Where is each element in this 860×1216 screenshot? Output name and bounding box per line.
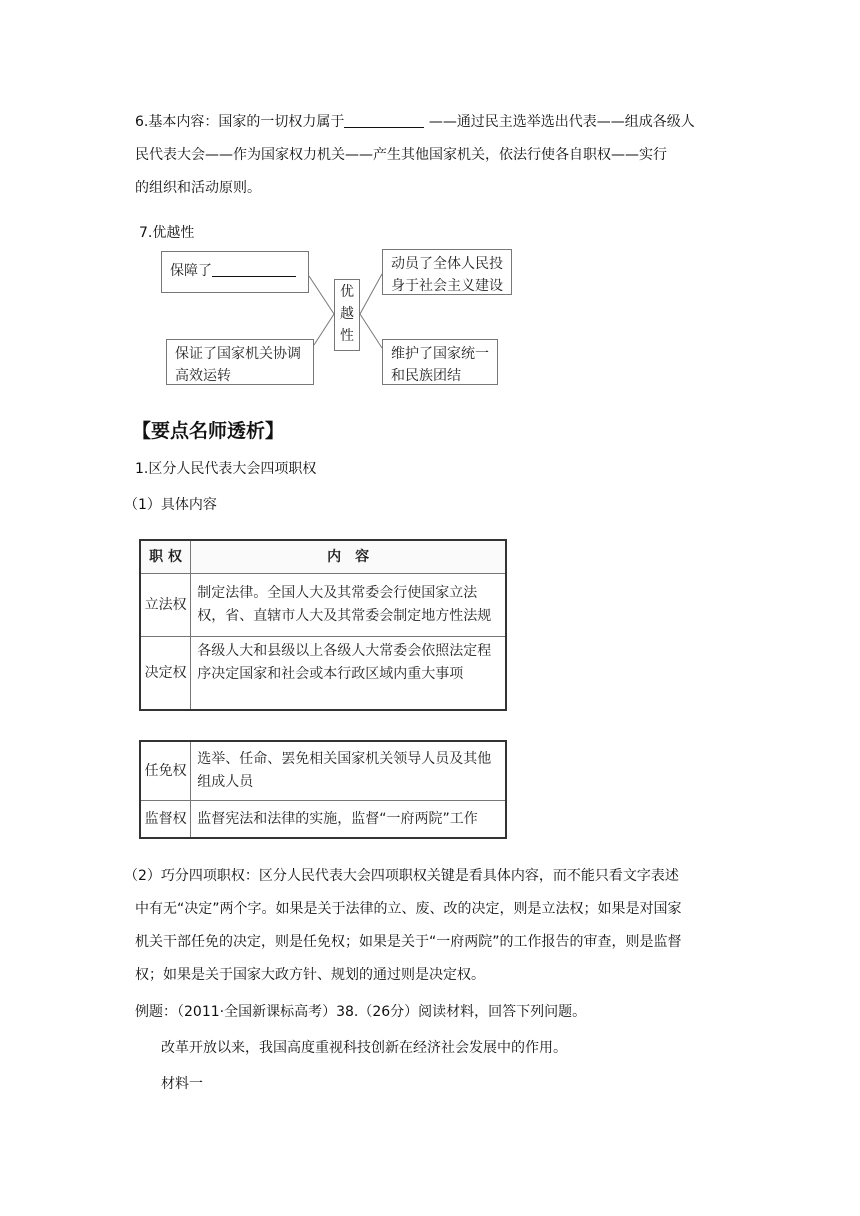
table-row: 决定权 各级人大和县级以上各级人大常委会依照法定程序决定国家和社会或本行政区域内重大事项 [140, 637, 506, 711]
table-powers-2 [139, 740, 507, 839]
box-top-right: 动员了全体人民投身于社会主义建设 [382, 249, 512, 295]
box-bottom-left: 保证了国家机关协调高效运转 [166, 339, 314, 385]
table-powers-1 [139, 539, 507, 711]
header-content: 内 容 [191, 540, 506, 574]
item6-line3: 的组织和活动原则。 [135, 180, 261, 196]
paragraph-intro: 改革开放以来，我国高度重视科技创新在经济社会发展中的作用。 [161, 1040, 567, 1056]
item7-title: 7.优越性 [139, 225, 195, 241]
point1-title: 1.区分人民代表大会四项职权 [135, 461, 317, 477]
box-bottom-right: 维护了国家统一和民族团结 [382, 339, 498, 385]
table-row: 立法权 制定法律。全国人大及其常委会行使国家立法权，省、直辖市人大及其常委会制定地方性法规 [140, 574, 506, 637]
material-one-label: 材料一 [161, 1076, 203, 1092]
center-box: 优 越 性 [334, 279, 360, 351]
section-heading: 【要点名师透析】 [132, 420, 285, 442]
item6-line2: 民代表大会——作为国家权力机关——产生其他国家机关，依法行使各自职权——实行 [135, 147, 667, 163]
table-row: 任免权 选举、任命、罢免相关国家机关领导人员及其他组成人员 [140, 741, 506, 801]
connector-lines [0, 0, 860, 420]
header-power: 职 权 [140, 540, 191, 574]
sub2-paragraph: （2）巧分四项职权：区分人民代表大会四项职权关键是看具体内容，而不能只看文字表述 中有无“决定”两个字。如果是关于法律的立、废、改的决定，则是立法权；如果是对国家 机关干部任免的决定，则是任免权；如果是关于“一府两院”的工作报告的审查，则是监督 权；如果是关于国家大政方针、规划的通过则是决定权。 [124, 868, 682, 983]
table-header-row [140, 540, 506, 574]
box-top-left: 保障了 [161, 251, 309, 293]
item6-line1: 6.基本内容：国家的一切权力属于 ——通过民主选举选出代表——组成各级人 [135, 106, 775, 139]
example-line: 例题：（2011·全国新课标高考）38.（26分）阅读材料，回答下列问题。 [135, 1004, 587, 1020]
table-row: 监督权 监督宪法和法律的实施，监督“一府两院”工作 [140, 801, 506, 839]
sub1-heading: （1）具体内容 [124, 497, 217, 513]
